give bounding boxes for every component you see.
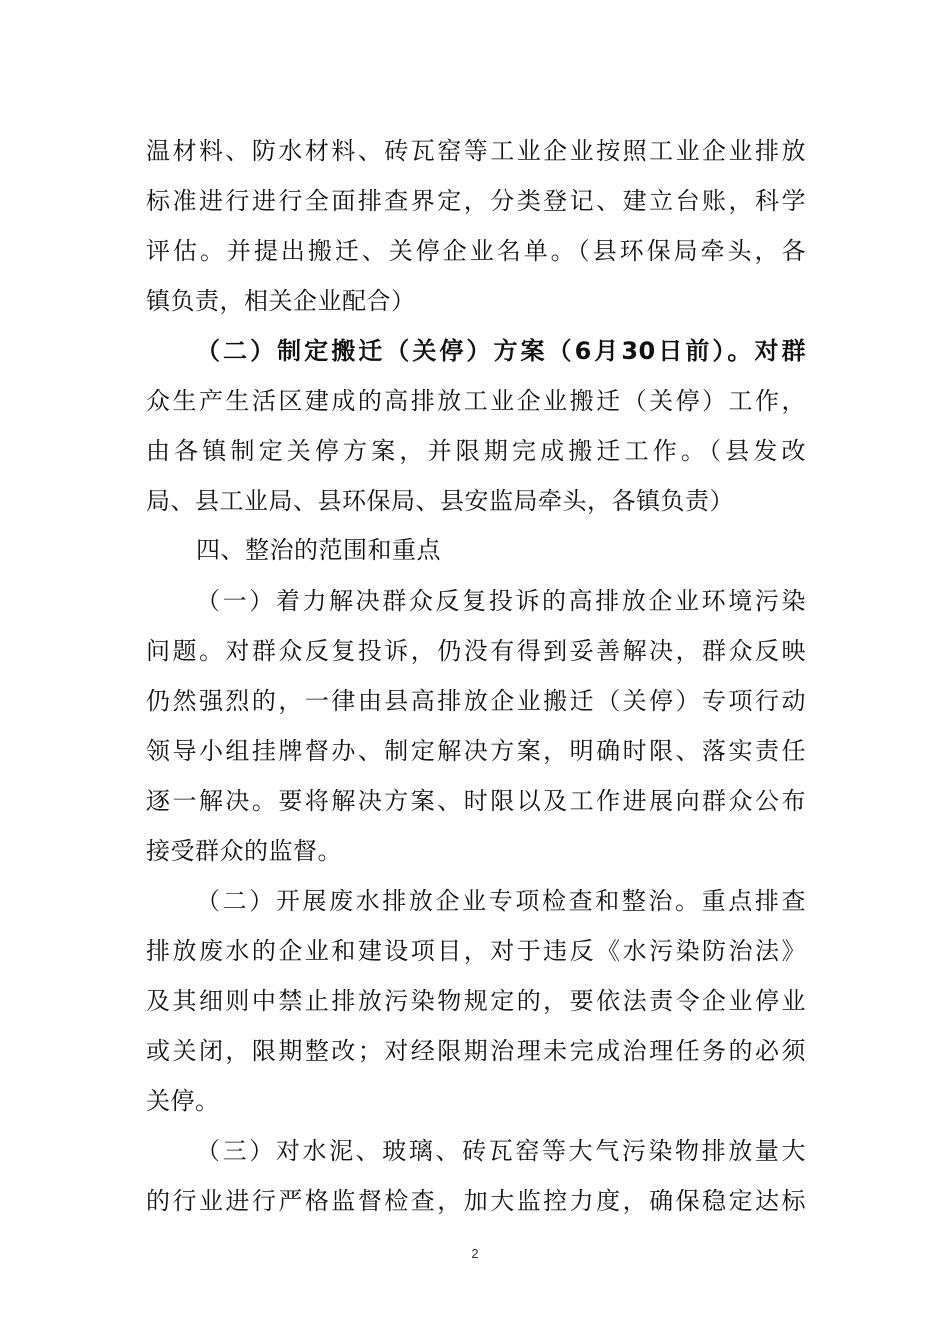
text-line-7: 由各镇制定关停方案，并限期完成搬迁工作。（县发改 [146,437,806,465]
text-line-3: 评估。并提出搬迁、关停企业名单。（县环保局牵头，各 [146,237,806,265]
body-text [146,126,806,1226]
text-line-4: 镇负责，相关企业配合） [146,287,416,315]
text-line-10: （一）着力解决群众反复投诉的高排放企业环境污染 [196,587,806,615]
text-line-8: 局、县工业局、县环保局、县安监局牵头，各镇负责） [146,487,734,515]
section-4-heading: 四、整治的范围和重点 [196,537,441,564]
text-line-14: 逐一解决。要将解决方案、时限以及工作进展向群众公布 [146,787,806,815]
text-line-19: 或关闭，限期整改；对经限期治理未完成治理任务的必须 [146,1037,806,1065]
page-number: 2 [471,1246,479,1261]
text-line-6: 众生产生活区建成的高排放工业企业搬迁（关停）工作， [146,387,806,415]
text-line-16: （二）开展废水排放企业专项检查和整治。重点排查 [196,887,806,915]
section-2-heading-line: （二）制定搬迁（关停）方案（6月30日前）。对群 [196,337,806,365]
text-line-12: 仍然强烈的，一律由县高排放企业搬迁（关停）专项行动 [146,687,806,715]
text-line-21: （三）对水泥、玻璃、砖瓦窑等大气污染物排放量大 [196,1137,806,1165]
text-line-2: 标准进行进行全面排查界定，分类登记、建立台账，科学 [146,187,806,215]
text-line-1: 温材料、防水材料、砖瓦窑等工业企业按照工业企业排放 [146,137,806,165]
text-line-13: 领导小组挂牌督办、制定解决方案，明确时限、落实责任 [146,737,806,765]
text-line-11: 问题。对群众反复投诉，仍没有得到妥善解决，群众反映 [146,637,806,665]
text-line-20: 关停。 [146,1087,220,1115]
text-line-18: 及其细则中禁止排放污染物规定的，要依法责令企业停业 [146,987,806,1015]
text-line-15: 接受群众的监督。 [146,837,342,865]
text-line-22: 的行业进行严格监督检查，加大监控力度，确保稳定达标 [146,1187,806,1215]
text-line-17: 排放废水的企业和建设项目，对于违反《水污染防治法》 [146,937,806,965]
